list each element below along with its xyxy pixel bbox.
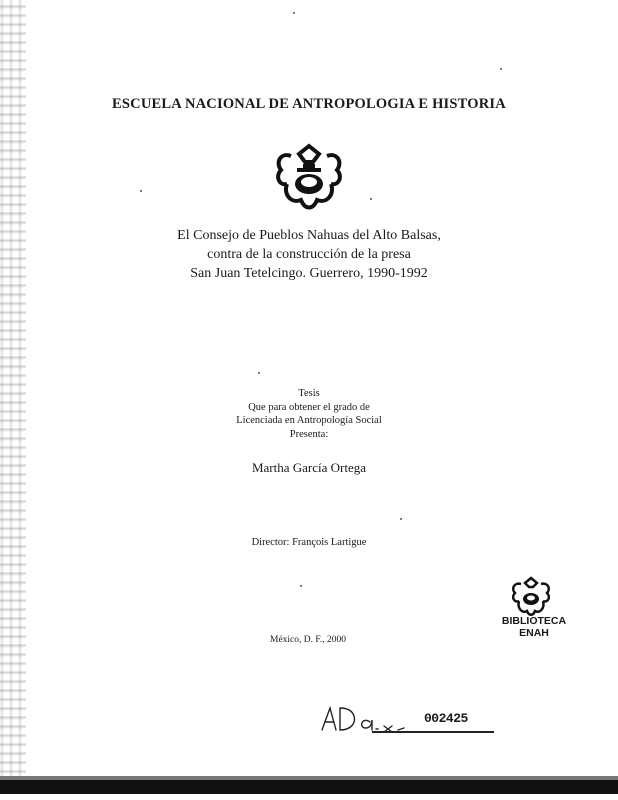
scan-speck — [400, 518, 402, 520]
title-line: San Juan Tetelcingo. Guerrero, 1990-1992 — [190, 266, 428, 281]
enah-logo-icon — [269, 140, 349, 215]
handwritten-catalog-mark — [318, 700, 498, 740]
thesis-degree: Licenciada en Antropología Social — [236, 415, 382, 426]
stamp-line: BIBLIOTECA — [501, 615, 567, 627]
school-name: ESCUELA NACIONAL DE ANTROPOLOGIA E HISTORIA — [112, 96, 506, 112]
scan-speck — [370, 198, 372, 200]
title-line: El Consejo de Pueblos Nahuas del Alto Balsas, — [177, 228, 441, 243]
catalog-underline — [372, 731, 494, 733]
scan-speck — [500, 68, 502, 70]
scan-speck — [258, 372, 260, 374]
thesis-type: Tesis — [298, 388, 320, 399]
thesis-purpose: Que para obtener el grado de — [248, 401, 370, 413]
place-date: México, D. F., 2000 — [270, 635, 347, 645]
scan-speck — [300, 585, 302, 587]
author-name: Martha García Ortega — [251, 460, 367, 475]
thesis-title — [0, 226, 618, 283]
director-line: Director: François Lartigue — [251, 537, 367, 548]
stamp-line: ENAH — [519, 627, 549, 639]
thesis-info — [0, 387, 618, 441]
catalog-number: 002425 — [424, 711, 468, 726]
scan-speck — [140, 190, 142, 192]
title-line: contra de la construcción de la presa — [207, 247, 411, 262]
scan-speck — [293, 12, 295, 14]
library-stamp — [494, 615, 574, 639]
thesis-presents: Presenta: — [289, 428, 329, 440]
library-stamp-icon — [509, 575, 553, 617]
scan-bottom-edge — [0, 780, 618, 794]
